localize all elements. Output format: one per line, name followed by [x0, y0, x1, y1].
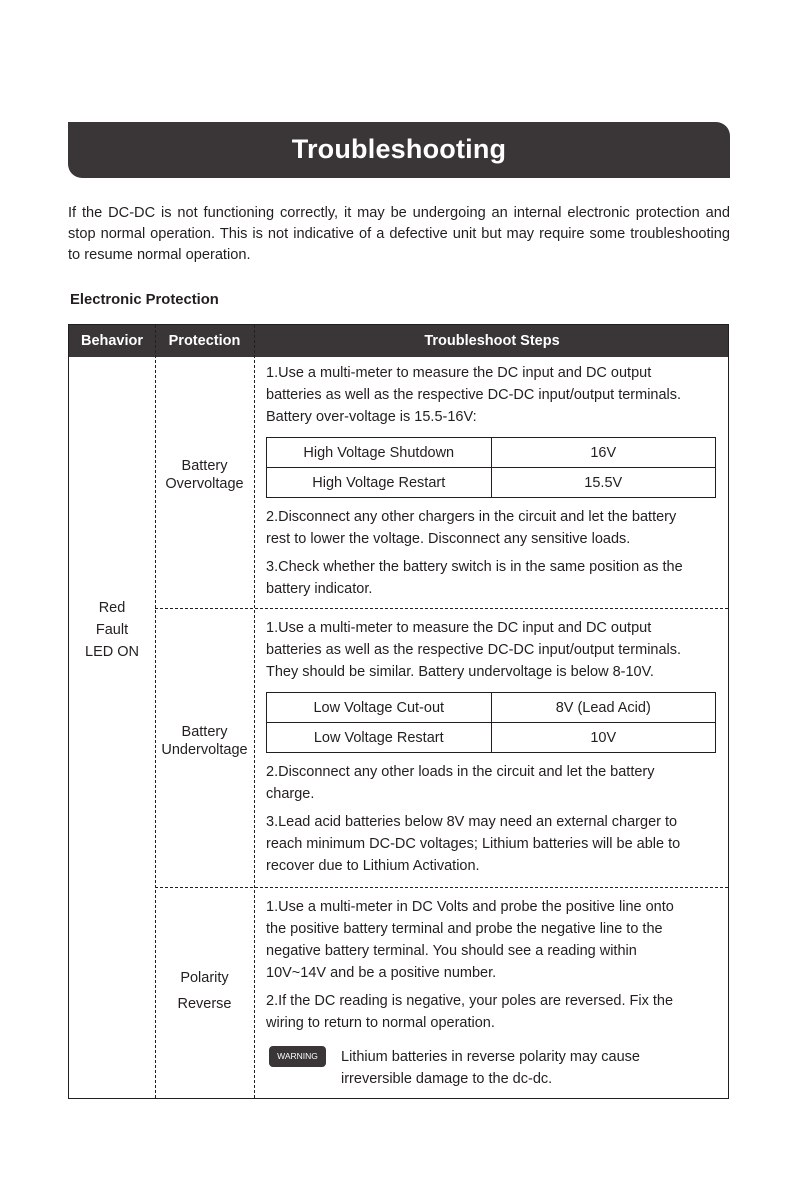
title-banner — [68, 122, 730, 178]
protection-overvoltage: Battery Overvoltage — [165, 458, 244, 492]
header-behavior: Behavior — [80, 333, 144, 349]
protection-table — [68, 324, 729, 1099]
undervoltage-threshold-table — [266, 692, 716, 753]
row-divider — [155, 887, 728, 888]
header-troubleshoot-steps: Troubleshoot Steps — [424, 333, 560, 349]
protection-undervoltage: Battery Undervoltage — [161, 724, 248, 758]
intro-paragraph: If the DC-DC is not functioning correctly, it may be undergoing an internal electronic protection and stop normal operation. This is not indicative of a defective unit but may require some troubleshooting to resume normal operation. — [68, 205, 730, 263]
header-protection: Protection — [168, 333, 241, 349]
column-divider — [254, 325, 255, 1098]
row-divider — [155, 608, 728, 609]
polarity-step-1: 1.Use a multi-meter in DC Volts and probe the positive line onto the positive battery terminal and probe the negative line to the negative battery terminal. You should see a reading within 10V~14V and be a positive number. — [266, 899, 674, 981]
table-row: Low Voltage Cut-out 8V (Lead Acid) — [267, 693, 716, 723]
overvoltage-step-2: 2.Disconnect any other chargers in the circuit and let the battery rest to lower the voltage. Disconnect any sensitive loads. — [266, 509, 677, 547]
section-heading: Electronic Protection — [70, 292, 219, 308]
undervoltage-step-2: 2.Disconnect any other loads in the circuit and let the battery charge. — [266, 764, 655, 802]
overvoltage-step-3: 3.Check whether the battery switch is in the same position as the battery indicator. — [266, 559, 683, 597]
protection-polarity-reverse: Polarity Reverse — [177, 970, 232, 1012]
warning-badge: WARNING — [269, 1046, 326, 1067]
table-row: High Voltage Shutdown 16V — [267, 438, 716, 468]
polarity-step-2: 2.If the DC reading is negative, your poles are reversed. Fix the wiring to return to normal operation. — [266, 993, 674, 1031]
overvoltage-step-1: 1.Use a multi-meter to measure the DC input and DC output batteries as well as the respective DC-DC input/output terminals. Battery over-voltage is 15.5-16V: — [266, 365, 682, 425]
warning-text: Lithium batteries in reverse polarity may cause irreversible damage to the dc-dc. — [341, 1049, 640, 1087]
table-row: High Voltage Restart 15.5V — [267, 468, 716, 498]
table-row: Low Voltage Restart 10V — [267, 723, 716, 753]
table-header-row — [69, 325, 728, 357]
page-title: Troubleshooting — [291, 134, 507, 164]
overvoltage-threshold-table — [266, 437, 716, 498]
undervoltage-step-3: 3.Lead acid batteries below 8V may need an external charger to reach minimum DC-DC voltages; Lithium batteries will be able to recover due to Lithium Activation. — [266, 814, 681, 874]
behavior-cell: Red Fault LED ON — [85, 600, 139, 660]
undervoltage-step-1: 1.Use a multi-meter to measure the DC input and DC output batteries as well as the respective DC-DC input/output terminals. They should be similar. Battery undervoltage is below 8-10V. — [266, 620, 682, 680]
